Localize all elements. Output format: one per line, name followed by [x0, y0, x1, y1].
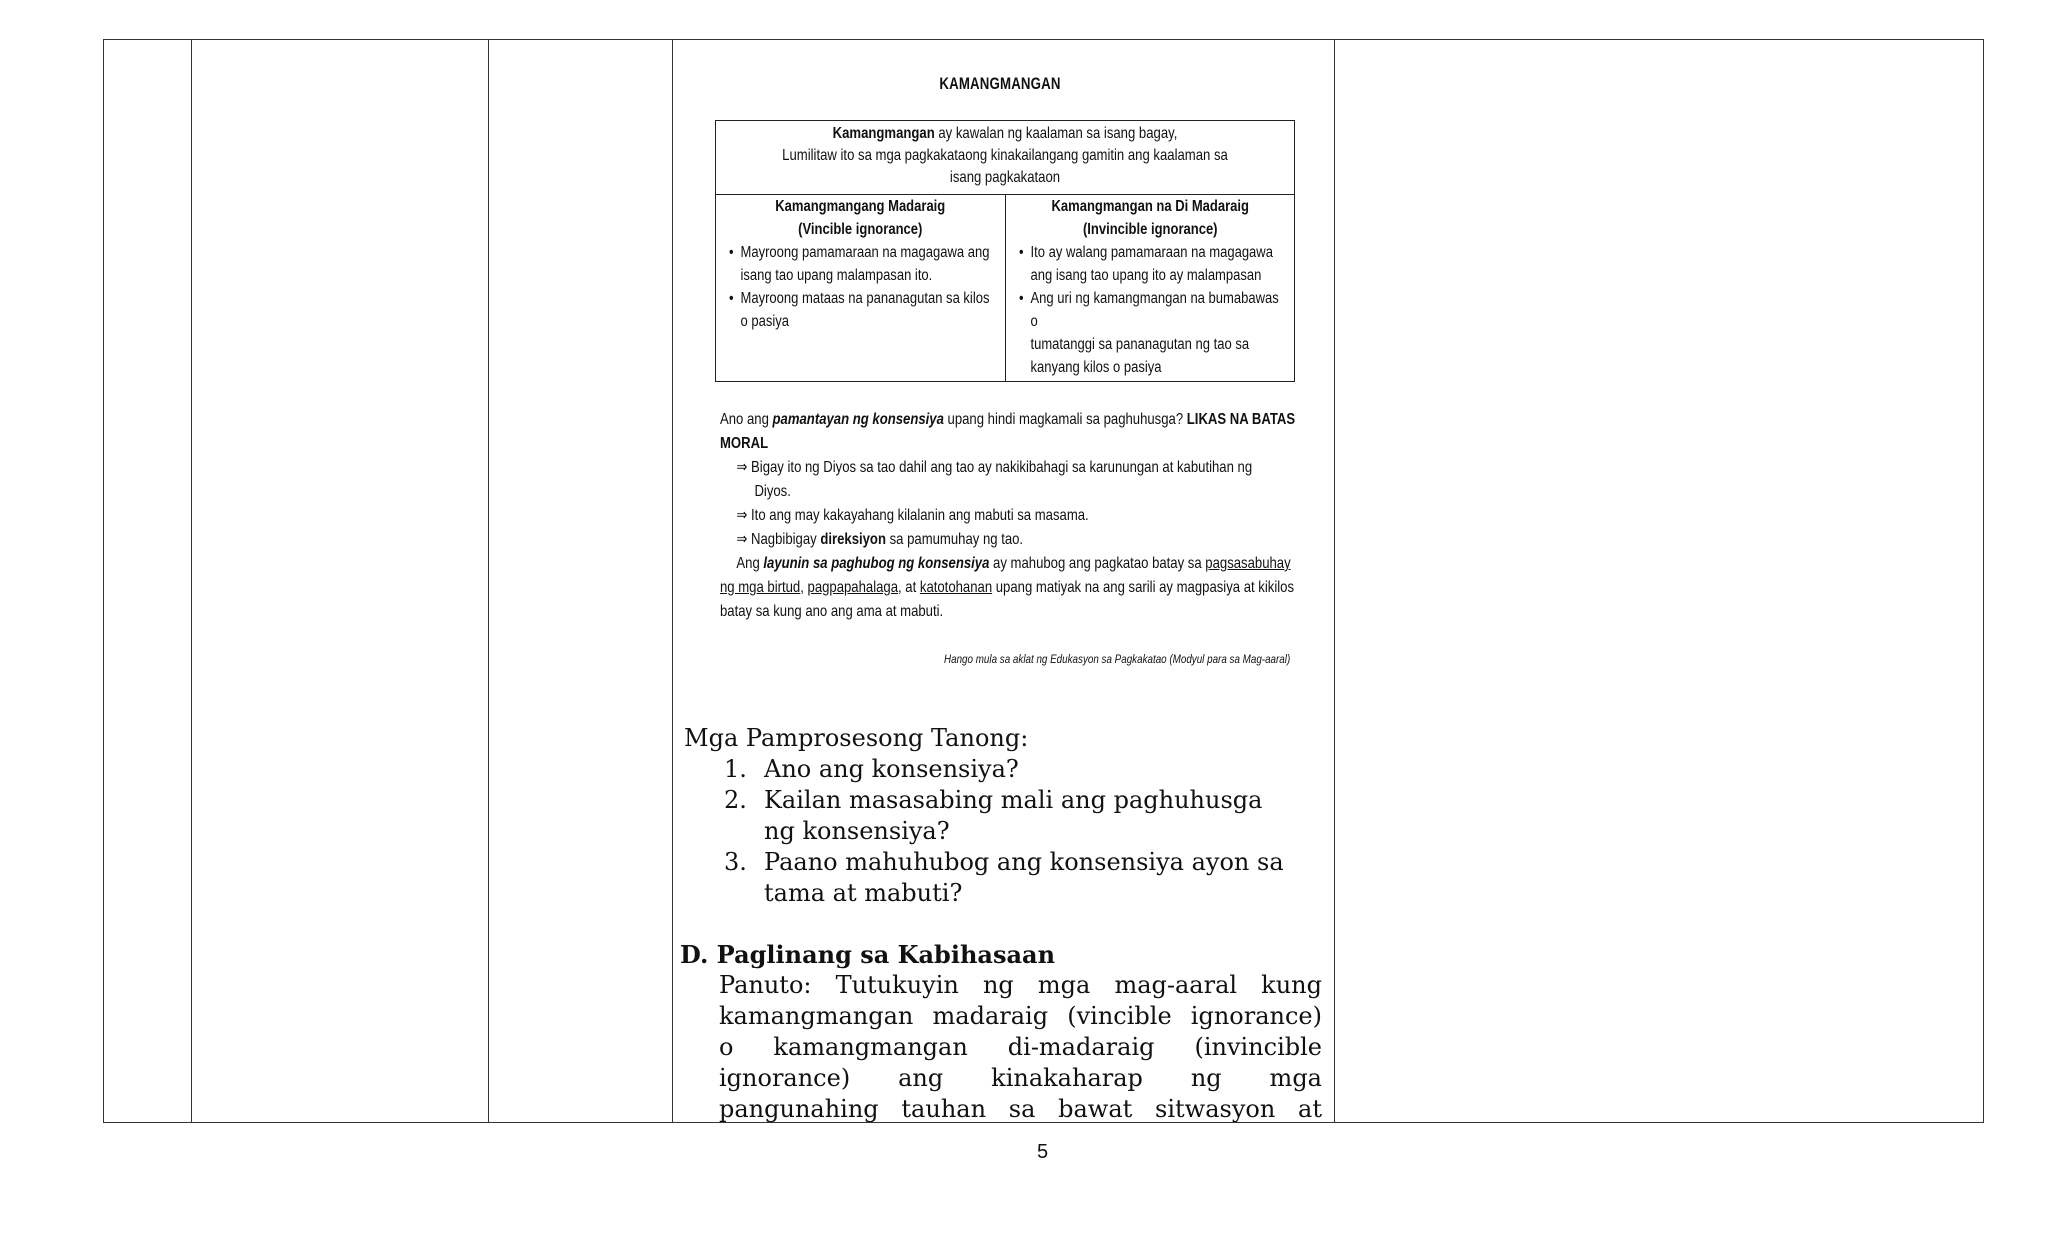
bullet-item: • Ang uri ng kamangmangan na bumabawas o tumatanggi sa pananagutan ng tao sa kanyang kilos o pasiya: [1018, 290, 1279, 376]
question-3-line2: tama at mabuti?: [764, 879, 963, 907]
vincible-heading: Kamangmangang Madaraig: [775, 198, 946, 215]
column-divider-1: [191, 40, 192, 1122]
definition-term: Kamangmangan: [832, 125, 935, 142]
section-d-line: ignorance) ang kinakaharap ng mga: [719, 1064, 1322, 1092]
invincible-heading: Kamangmangan na Di Madaraig: [1050, 198, 1249, 215]
definition-text: ay kawalan ng kaalaman sa isang bagay,: [934, 125, 1178, 142]
kamangmangan-table: [715, 120, 1295, 382]
pamantayan-question: Ano ang pamantayan ng konsensiya upang hindi magkamali sa paghuhusga? LIKAS NA BATAS MORAL ⇒ Bigay ito ng Diyos sa tao dahil ang tao ay nakikibahagi sa karunungan at kabutihan ng Diyos. ⇒ Ito ang may kakayahang kilalanin ang mabuti sa masama. ⇒ Nagbibigay direksiyon sa pamumuhay ng tao. Ang layunin sa paghubog ng konsensiya ay mahubog ang pagkatao batay sa pagsasabuhay ng mga birtud, pagpapahalaga, at katotohanan upang matiyak na ang sarili ay magpasiya at kikilos batay sa kung ano ang ama at mabuti.: [720, 411, 1296, 620]
definition-cell: [716, 121, 1294, 195]
bullet-item: • Mayroong pamamaraan na magagawa ang isang tao upang malampasan ito.: [728, 244, 990, 284]
question-number: 3.: [724, 848, 747, 876]
question-1: Ano ang konsensiya?: [764, 755, 1019, 783]
bullet-item: • Mayroong mataas na pananagutan sa kilos o pasiya: [728, 290, 990, 330]
section-d-line: o kamangmangan di-madaraig (invincible: [719, 1033, 1322, 1061]
image-citation: Hango mula sa aklat ng Edukasyon sa Pagkakatao (Modyul para sa Mag-aaral): [943, 652, 1290, 666]
invincible-column: [1005, 195, 1295, 381]
vincible-subheading: (Vincible ignorance): [798, 221, 923, 238]
invincible-subheading: (Invincible ignorance): [1082, 221, 1218, 238]
vincible-column: [716, 195, 1005, 381]
section-d-line: pangunahing tauhan sa bawat sitwasyon at: [719, 1095, 1322, 1122]
section-d-heading: D. Paglinang sa Kabihasaan: [680, 940, 1056, 969]
question-2-line2: ng konsensiya?: [764, 817, 950, 845]
column-divider-3: [672, 40, 673, 1122]
embedded-title: KAMANGMANGAN: [939, 74, 1061, 93]
question-number: 1.: [724, 755, 747, 783]
section-d-line: kamangmangan madaraig (vincible ignorance): [719, 1002, 1322, 1030]
question-number: 2.: [724, 786, 747, 814]
column-divider-4: [1334, 40, 1335, 1122]
questions-heading: Mga Pamprosesong Tanong:: [684, 724, 1029, 752]
column-divider-2: [488, 40, 489, 1122]
page-number: 5: [1036, 1141, 1049, 1163]
question-3-line1: Paano mahuhubog ang konsensiya ayon sa: [764, 848, 1284, 876]
bullet-item: • Ito ay walang pamamaraan na magagawa ang isang tao upang ito ay malampasan: [1018, 244, 1273, 284]
section-d-line: Panuto: Tutukuyin ng mga mag-aaral kung: [719, 971, 1322, 999]
embedded-module-image: [690, 62, 1310, 682]
definition-line2: Lumilitaw ito sa mga pagkakataong kinakailangang gamitin ang kaalaman sa isang pagkakataon: [782, 147, 1228, 186]
question-2-line1: Kailan masasabing mali ang paghuhusga: [764, 786, 1263, 814]
